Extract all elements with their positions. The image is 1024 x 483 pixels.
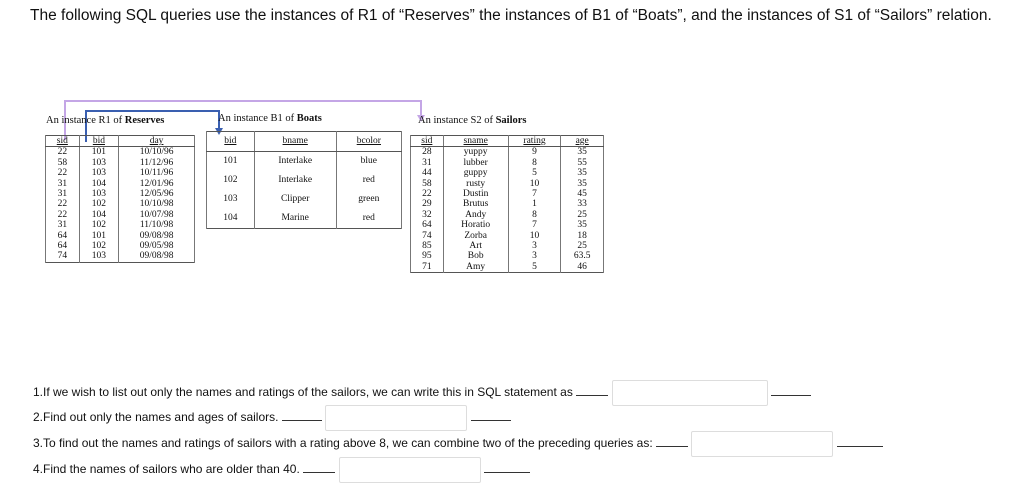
table-cell: 44 [411, 168, 444, 178]
table-cell: 103 [79, 251, 119, 262]
sailors-table [410, 135, 604, 273]
table-cell: 28 [411, 147, 444, 158]
table-cell: 31 [411, 158, 444, 168]
table-cell: 63.5 [561, 251, 604, 261]
table-row [411, 220, 604, 230]
table-cell: 29 [411, 199, 444, 209]
table-cell: red [336, 171, 401, 190]
table-cell: 25 [561, 210, 604, 220]
table-cell: Brutus [443, 199, 508, 209]
sailors-header-cell: rating [508, 136, 561, 147]
table-cell: red [336, 209, 401, 229]
table-row [411, 210, 604, 220]
sailors-header-cell: sid [411, 136, 444, 147]
table-cell: guppy [443, 168, 508, 178]
table-cell: Bob [443, 251, 508, 261]
boats-header-row [207, 132, 402, 152]
boats-header-cell: bid [207, 132, 255, 152]
reserves-header-cell: sid [46, 136, 80, 147]
table-cell: 3 [508, 241, 561, 251]
table-cell: 31 [46, 189, 80, 199]
table-cell: 32 [411, 210, 444, 220]
table-cell: 85 [411, 241, 444, 251]
table-row [411, 199, 604, 209]
table-cell: 10/11/96 [119, 168, 195, 178]
question-3: 3.To find out the names and ratings of sailors with a rating above 8, we can combine two of the preceding queries as: [33, 431, 883, 457]
table-cell: 12/01/96 [119, 179, 195, 189]
table-cell: 22 [46, 210, 80, 220]
table-row [411, 158, 604, 168]
table-cell: 74 [411, 231, 444, 241]
table-cell: 46 [561, 262, 604, 273]
table-cell: 5 [508, 168, 561, 178]
table-cell: 102 [79, 220, 119, 230]
table-cell: 8 [508, 210, 561, 220]
table-cell: 35 [561, 147, 604, 158]
table-cell: 25 [561, 241, 604, 251]
table-row [46, 241, 195, 251]
table-cell: yuppy [443, 147, 508, 158]
reserves-header-cell: bid [79, 136, 119, 147]
answer-3-input[interactable] [691, 431, 833, 457]
table-cell: Andy [443, 210, 508, 220]
table-cell: 103 [79, 189, 119, 199]
table-row [46, 189, 195, 199]
boats-header-cell: bcolor [336, 132, 401, 152]
table-row [207, 209, 402, 229]
table-cell: lubber [443, 158, 508, 168]
table-cell: Interlake [254, 171, 336, 190]
table-cell: 104 [79, 210, 119, 220]
table-cell: 10/07/98 [119, 210, 195, 220]
table-row [46, 210, 195, 220]
table-cell: 102 [79, 241, 119, 251]
table-cell: 18 [561, 231, 604, 241]
table-cell: 11/10/98 [119, 220, 195, 230]
question-1: 1.If we wish to list out only the names and ratings of the sailors, we can write this in SQL statement as [33, 380, 811, 406]
table-cell: 35 [561, 168, 604, 178]
table-cell: 9 [508, 147, 561, 158]
table-row [46, 251, 195, 262]
table-cell: 10 [508, 179, 561, 189]
table-cell: 95 [411, 251, 444, 261]
table-cell: Dustin [443, 189, 508, 199]
table-cell: Amy [443, 262, 508, 273]
reserves-header-cell: day [119, 136, 195, 147]
table-cell: 5 [508, 262, 561, 273]
table-cell: 103 [79, 158, 119, 168]
table-cell: 09/08/98 [119, 251, 195, 262]
table-cell: Art [443, 241, 508, 251]
table-cell: 101 [79, 147, 119, 158]
answer-2-input[interactable] [325, 405, 467, 431]
table-cell: 22 [46, 168, 80, 178]
table-cell: 101 [207, 152, 255, 172]
reserves-header-row [46, 136, 195, 147]
answer-1-input[interactable] [612, 380, 768, 406]
table-cell: 3 [508, 251, 561, 261]
table-row [46, 179, 195, 189]
sailors-header-cell: sname [443, 136, 508, 147]
table-cell: 11/12/96 [119, 158, 195, 168]
table-cell: 103 [79, 168, 119, 178]
question-4: 4.Find the names of sailors who are older than 40. [33, 457, 530, 483]
table-cell: blue [336, 152, 401, 172]
reserves-table [45, 135, 195, 263]
boats-table [206, 131, 402, 229]
table-cell: Zorba [443, 231, 508, 241]
table-row [411, 147, 604, 158]
table-cell: Clipper [254, 190, 336, 209]
table-cell: 64 [46, 241, 80, 251]
table-cell: 103 [207, 190, 255, 209]
table-cell: 58 [46, 158, 80, 168]
table-row [207, 152, 402, 172]
answer-4-input[interactable] [339, 457, 481, 483]
table-row [411, 189, 604, 199]
table-cell: 31 [46, 179, 80, 189]
table-cell: 31 [46, 220, 80, 230]
table-cell: 102 [79, 199, 119, 209]
table-cell: 71 [411, 262, 444, 273]
table-cell: green [336, 190, 401, 209]
table-row [46, 147, 195, 158]
table-row [46, 168, 195, 178]
table-cell: 09/08/98 [119, 231, 195, 241]
sailors-header-cell: age [561, 136, 604, 147]
table-row [411, 231, 604, 241]
table-cell: 10 [508, 231, 561, 241]
table-row [207, 190, 402, 209]
table-cell: 1 [508, 199, 561, 209]
table-cell: 22 [46, 147, 80, 158]
table-cell: 55 [561, 158, 604, 168]
table-cell: 8 [508, 158, 561, 168]
table-cell: Interlake [254, 152, 336, 172]
table-cell: 104 [79, 179, 119, 189]
table-row [411, 251, 604, 261]
table-cell: 10/10/96 [119, 147, 195, 158]
table-row [411, 241, 604, 251]
intro-text: The following SQL queries use the instances of R1 of “Reserves” the instances of B1 of “Boats”, and the instances of S1 of “Sailors” relation. [30, 7, 992, 24]
question-2: 2.Find out only the names and ages of sailors. [33, 405, 511, 431]
table-row [411, 179, 604, 189]
table-cell: 64 [411, 220, 444, 230]
table-row [46, 220, 195, 230]
table-cell: 35 [561, 220, 604, 230]
table-row [207, 171, 402, 190]
sailors-header-row [411, 136, 604, 147]
boats-header-cell: bname [254, 132, 336, 152]
table-cell: 22 [411, 189, 444, 199]
table-cell: 09/05/98 [119, 241, 195, 251]
table-cell: 33 [561, 199, 604, 209]
table-cell: 104 [207, 209, 255, 229]
table-cell: 45 [561, 189, 604, 199]
table-cell: 35 [561, 179, 604, 189]
table-cell: 64 [46, 231, 80, 241]
table-cell: 12/05/96 [119, 189, 195, 199]
table-cell: 102 [207, 171, 255, 190]
table-row [411, 262, 604, 273]
table-row [411, 168, 604, 178]
table-cell: 22 [46, 199, 80, 209]
table-cell: Horatio [443, 220, 508, 230]
table-cell: 7 [508, 189, 561, 199]
table-row [46, 199, 195, 209]
table-row [46, 231, 195, 241]
sailors-caption: An instance S2 of Sailors [418, 115, 527, 126]
table-cell: 7 [508, 220, 561, 230]
boats-caption: An instance B1 of Boats [218, 113, 322, 124]
reserves-caption: An instance R1 of Reserves [46, 115, 165, 126]
table-cell: Marine [254, 209, 336, 229]
table-row [46, 158, 195, 168]
table-cell: 10/10/98 [119, 199, 195, 209]
table-cell: 58 [411, 179, 444, 189]
table-cell: 74 [46, 251, 80, 262]
table-cell: rusty [443, 179, 508, 189]
table-cell: 101 [79, 231, 119, 241]
